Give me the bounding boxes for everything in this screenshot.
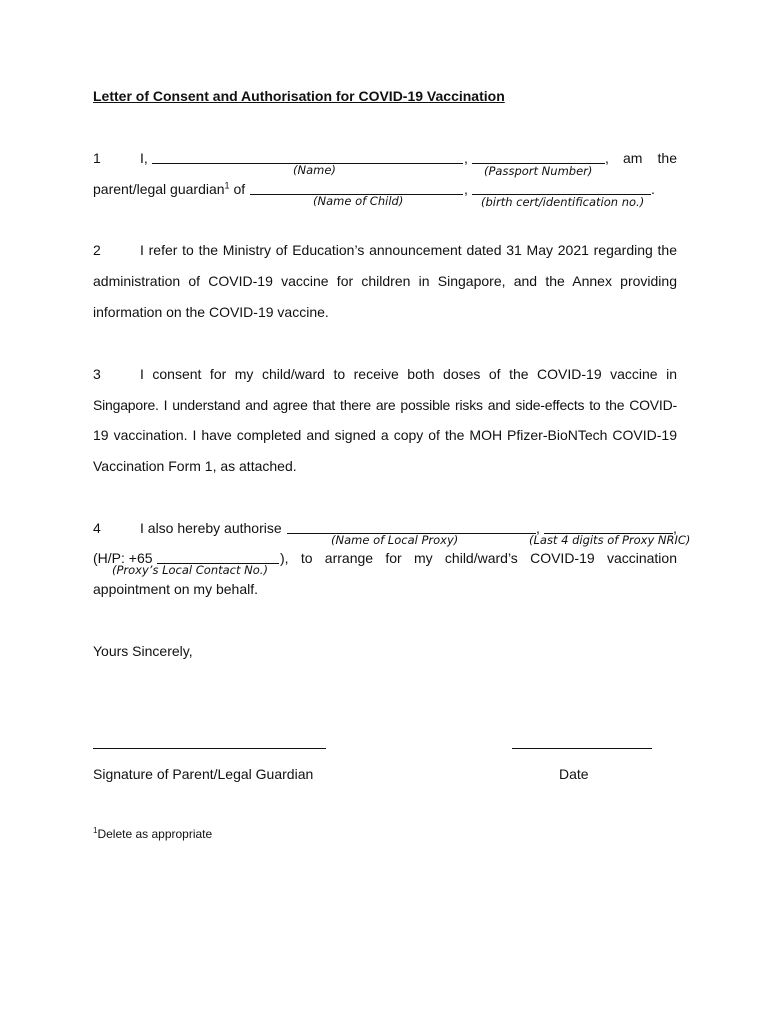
comma: , — [464, 181, 468, 197]
name-caption: (Name) — [293, 163, 336, 177]
authorise-text: I also hereby authorise — [140, 520, 282, 536]
signature-field[interactable] — [93, 748, 326, 749]
paragraph-2-line-2: administration of COVID-19 vaccine for children in Singapore, and the Annex providing — [93, 273, 677, 289]
footnote-marker: 1 — [93, 826, 98, 835]
birth-cert-caption: (birth cert/identification no.) — [481, 195, 645, 209]
proxy-name-caption: (Name of Local Proxy) — [331, 533, 459, 547]
hp-prefix: (H/P: +65 — [93, 550, 153, 566]
footnote — [93, 827, 212, 841]
paragraph-3-line-2: Singapore. I understand and agree that there are possible risks and side-effects to the COVID- — [93, 397, 677, 413]
closing-text: Yours Sincerely, — [93, 643, 193, 659]
child-name-caption: (Name of Child) — [313, 194, 404, 208]
paragraph-3-line-4: Vaccination Form 1, as attached. — [93, 458, 297, 474]
guardian-text: parent/legal guardian$^1$ of — [93, 180, 246, 197]
pronoun-text: I, — [140, 150, 148, 166]
comma: , — [464, 150, 468, 166]
paragraph-2-line-3: information on the COVID-19 vaccine. — [93, 304, 329, 320]
paragraph-2-line-1: I refer to the Ministry of Education’s announcement dated 31 May 2021 regarding the — [140, 242, 677, 258]
period: . — [651, 181, 655, 197]
comma: , — [536, 520, 540, 536]
paragraph-number: 3 — [93, 366, 101, 382]
paragraph-4-last-line: appointment on my behalf. — [93, 581, 258, 597]
proxy-contact-caption: (Proxy’s Local Contact No.) — [112, 563, 268, 577]
footnote-text: Delete as appropriate — [97, 827, 213, 841]
paragraph-3-line-1: I consent for my child/ward to receive both doses of the COVID-19 vaccine in — [140, 366, 677, 382]
date-field[interactable] — [512, 748, 652, 749]
passport-caption: (Passport Number) — [484, 164, 593, 178]
paragraph-number: 1 — [93, 150, 101, 166]
comma: , — [605, 150, 609, 166]
paragraph-number: 4 — [93, 520, 101, 536]
footnote-marker: 1 — [224, 180, 230, 191]
arrange-text: ), to arrange for my child/ward’s COVID-19 vaccination — [280, 550, 677, 566]
comma: , — [673, 520, 677, 536]
date-label: Date — [559, 766, 589, 782]
page-title: Letter of Consent and Authorisation for COVID-19 Vaccination — [93, 88, 505, 104]
proxy-nric-caption: (Last 4 digits of Proxy NRIC) — [529, 533, 691, 547]
paragraph-number: 2 — [93, 242, 101, 258]
signature-label: Signature of Parent/Legal Guardian — [93, 766, 314, 782]
am-the-text: am the — [623, 150, 677, 166]
paragraph-3-line-3: 19 vaccination. I have completed and signed a copy of the MOH Pfizer-BioNTech COVID-19 — [93, 427, 677, 443]
